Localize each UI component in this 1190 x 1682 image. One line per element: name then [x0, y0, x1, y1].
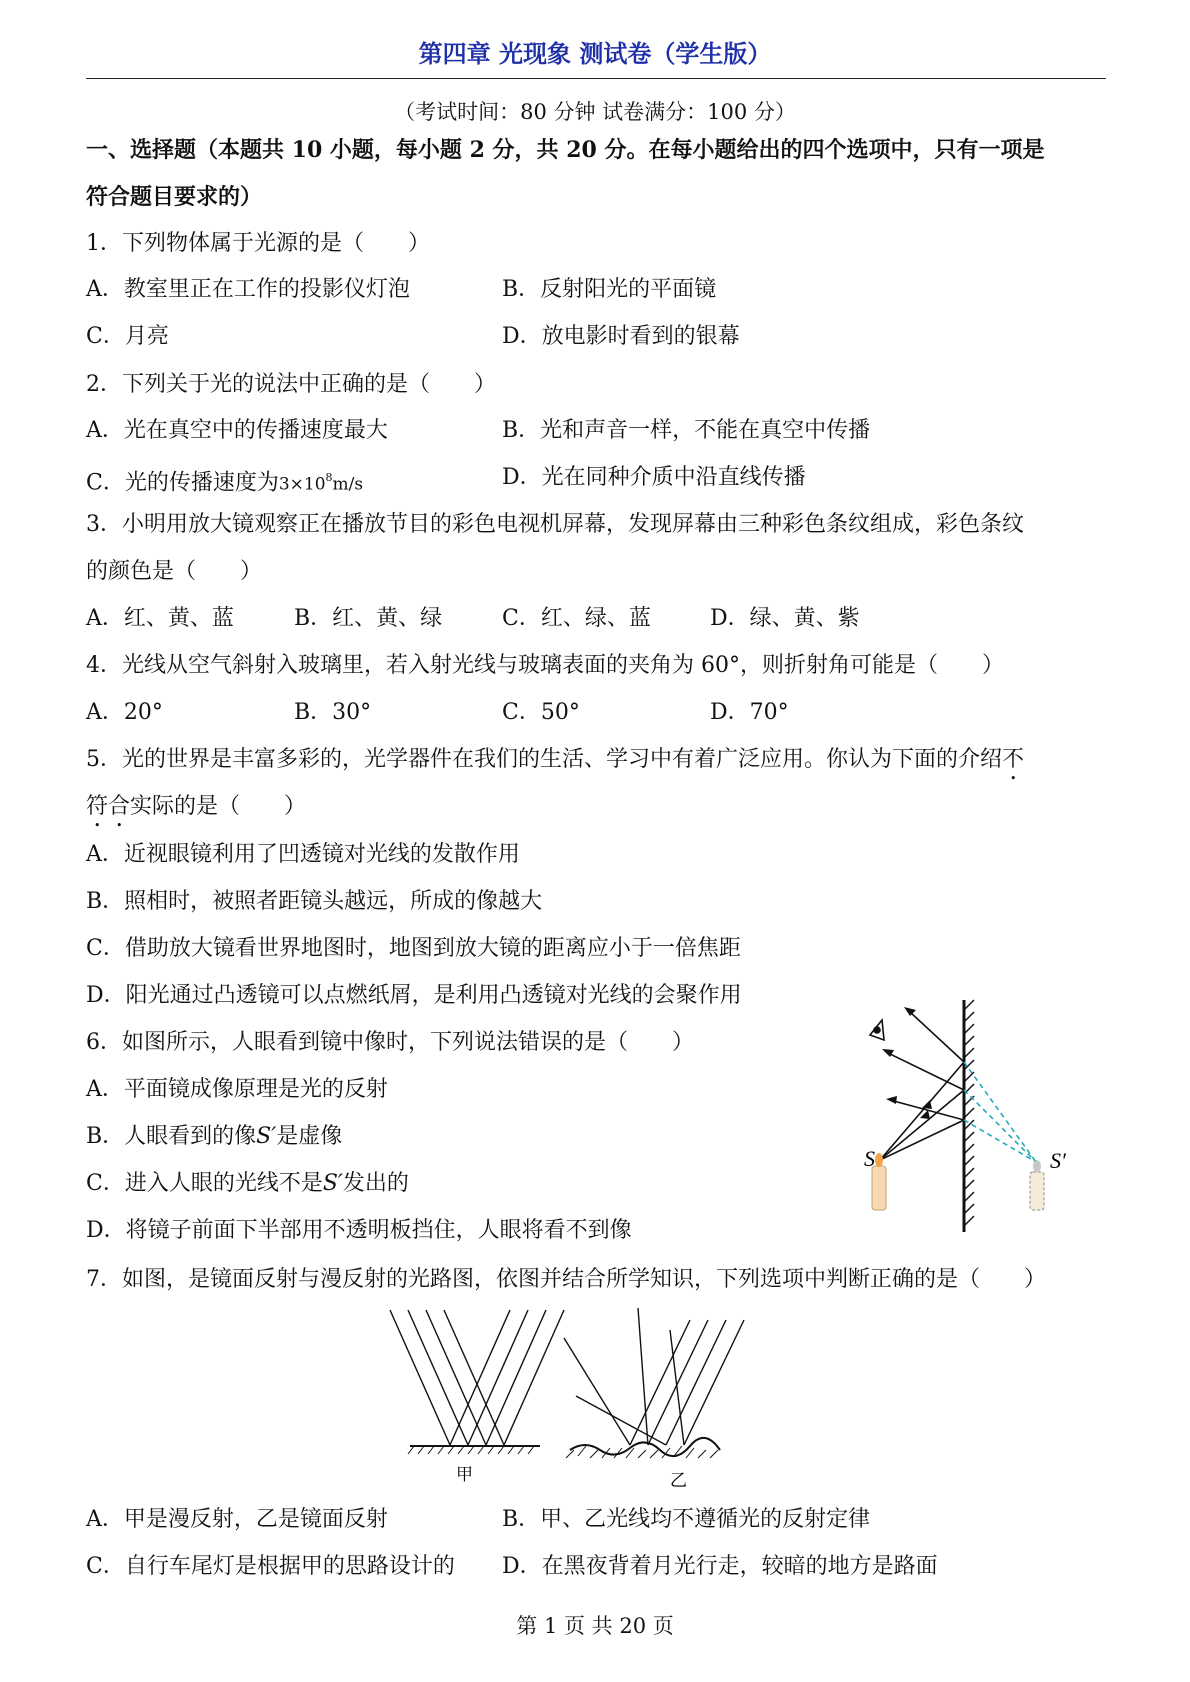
question-7-stem: 7．如图，是镜面反射与漫反射的光路图，依图并结合所学知识，下列选项中判断正确的是（ ） [86, 1267, 1047, 1292]
label-jia: 甲 [456, 1465, 473, 1485]
option-text: C．进入人眼的光线不是 [86, 1171, 323, 1196]
symbol-s-prime: S′ [256, 1124, 277, 1149]
rough-surface [570, 1438, 720, 1456]
question-4-option-b[interactable]: B．30° [294, 700, 372, 725]
page-title: 第四章 光现象 测试卷（学生版） [418, 40, 772, 68]
question-2-option-c[interactable] [86, 463, 363, 499]
option-text: 发出的 [342, 1171, 409, 1196]
question-4-option-d[interactable]: D．70° [710, 700, 789, 725]
section-heading: 一、选择题（本题共 10 小题，每小题 2 分，共 20 分。在每小题给出的四个选项中，只有一项是 [86, 137, 1045, 163]
question-6-option-a[interactable]: A．平面镜成像原理是光的反射 [86, 1077, 388, 1102]
speed-unit: m/s [332, 474, 364, 495]
option-text: 是虚像 [276, 1124, 343, 1149]
eye-icon [870, 1020, 884, 1040]
candle-image [1030, 1160, 1044, 1210]
label-s: S [864, 1146, 875, 1171]
question-3-stem: 3．小明用放大镜观察正在播放节目的彩色电视机屏幕，发现屏幕由三种彩色条纹组成，彩色条纹 [86, 512, 1025, 537]
question-2-stem: 2．下列关于光的说法中正确的是（ ） [86, 372, 496, 397]
speed-value: 3×10 [278, 474, 326, 495]
question-3-option-b[interactable]: B．红、黄、绿 [294, 606, 443, 631]
question-6-stem: 6．如图所示，人眼看到镜中像时，下列说法错误的是（ ） [86, 1030, 694, 1055]
surface-hatching [408, 1446, 534, 1454]
emphasis-text: 符合 [86, 794, 131, 819]
question-6-option-d[interactable]: D．将镜子前面下半部用不透明板挡住，人眼将看不到像 [86, 1218, 632, 1243]
question-5-option-a[interactable]: A．近视眼镜利用了凹透镜对光线的发散作用 [86, 842, 520, 867]
option-text: B．人眼看到的像 [86, 1124, 257, 1149]
section-heading-cont: 符合题目要求的） [86, 184, 263, 210]
question-1-option-b[interactable]: B．反射阳光的平面镜 [502, 277, 717, 302]
plane-mirror-figure [860, 1000, 1100, 1240]
exam-info: （考试时间：80 分钟 试卷满分：100 分） [394, 100, 796, 124]
question-7-option-d[interactable]: D．在黑夜背着月光行走，较暗的地方是路面 [502, 1554, 938, 1579]
emphasis-text: 不 [1002, 747, 1025, 772]
symbol-s-prime: S′ [322, 1171, 343, 1196]
diffuse-rays [564, 1308, 744, 1445]
rough-hatching [566, 1446, 718, 1458]
question-2-option-d[interactable]: D．光在同种介质中沿直线传播 [502, 465, 806, 490]
question-4-option-c[interactable]: C．50° [502, 700, 580, 725]
question-2-option-a[interactable]: A．光在真空中的传播速度最大 [86, 418, 388, 443]
title-divider [86, 78, 1106, 79]
specular-rays [390, 1310, 564, 1445]
question-1-stem: 1．下列物体属于光源的是（ ） [86, 231, 430, 256]
question-7-option-a[interactable]: A．甲是漫反射，乙是镜面反射 [86, 1507, 388, 1532]
question-6-option-b[interactable] [86, 1122, 342, 1152]
question-1-option-c[interactable]: C．月亮 [86, 324, 169, 349]
question-3-option-a[interactable]: A．红、黄、蓝 [86, 606, 234, 631]
speed-exponent: 8 [325, 471, 333, 484]
stem-text: 实际的是（ ） [130, 794, 307, 819]
question-6-option-c[interactable] [86, 1169, 409, 1199]
label-yi: 乙 [670, 1471, 687, 1491]
question-1-option-a[interactable]: A．教室里正在工作的投影仪灯泡 [86, 277, 410, 302]
question-3-option-d[interactable]: D．绿、黄、紫 [710, 606, 860, 631]
question-5-stem [86, 745, 1024, 785]
question-1-option-d[interactable]: D．放电影时看到的银幕 [502, 324, 740, 349]
page-footer: 第 1 页 共 20 页 [516, 1614, 674, 1638]
virtual-rays [964, 1062, 1036, 1162]
question-5-stem-cont [86, 792, 306, 832]
question-5-option-d[interactable]: D．阳光通过凸透镜可以点燃纸屑，是利用凸透镜对光线的会聚作用 [86, 983, 742, 1008]
question-5-option-c[interactable]: C．借助放大镜看世界地图时，地图到放大镜的距离应小于一倍焦距 [86, 936, 741, 961]
question-7-option-c[interactable]: C．自行车尾灯是根据甲的思路设计的 [86, 1554, 455, 1579]
question-7-option-b[interactable]: B．甲、乙光线均不遵循光的反射定律 [502, 1507, 871, 1532]
question-5-option-b[interactable]: B．照相时，被照者距镜头越远，所成的像越大 [86, 889, 543, 914]
question-4-stem: 4．光线从空气斜射入玻璃里，若入射光线与玻璃表面的夹角为 60°，则折射角可能是（ ） [86, 653, 1004, 678]
reflection-figure [380, 1300, 820, 1490]
stem-text: 5．光的世界是丰富多彩的，光学器件在我们的生活、学习中有着广泛应用。你认为下面的介绍 [86, 747, 1003, 772]
question-4-option-a[interactable]: A．20° [86, 700, 163, 725]
question-3-option-c[interactable]: C．红、绿、蓝 [502, 606, 651, 631]
question-2-option-b[interactable]: B．光和声音一样，不能在真空中传播 [502, 418, 871, 443]
question-3-stem-cont: 的颜色是（ ） [86, 559, 263, 584]
incident-rays [880, 1012, 964, 1160]
label-s-prime: S′ [1050, 1148, 1066, 1173]
option-text: C．光的传播速度为 [86, 470, 279, 496]
